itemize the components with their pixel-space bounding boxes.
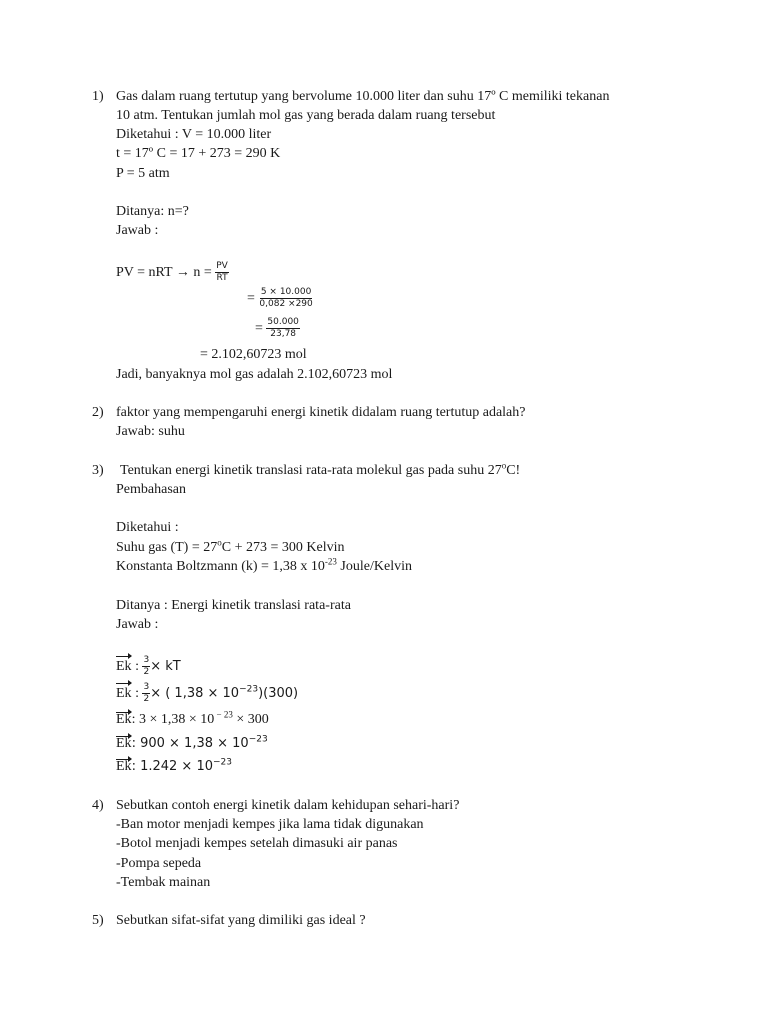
q3-step2-exponent: −23 bbox=[239, 684, 259, 695]
q1-frac3-num: 50.000 bbox=[267, 317, 299, 328]
q3-number: 3) bbox=[92, 463, 104, 478]
q3-question-text: Tentukan energi kinetik translasi rata-rata molekul gas pada suhu 27 bbox=[120, 463, 502, 478]
q2-number: 2) bbox=[92, 405, 104, 420]
q3-boltz-text: Konstanta Boltzmann (k) = 1,38 x 10 bbox=[116, 559, 325, 574]
q1-result: = 2.102,60723 mol bbox=[200, 347, 307, 362]
q3-step-2 bbox=[116, 682, 298, 706]
q1-fraction-2 bbox=[258, 287, 313, 310]
q3-step3-rest: × 300 bbox=[232, 712, 269, 727]
q1-known-t: t = 17º C = 17 + 273 = 290 K bbox=[116, 146, 281, 161]
ek-label: Ek bbox=[116, 759, 132, 774]
list-item: -Botol menjadi kempes setelah dimasuki air panas bbox=[116, 836, 398, 851]
ek-vector bbox=[116, 758, 132, 776]
q3-temperature bbox=[116, 539, 344, 557]
q1-eq3-sign: = bbox=[255, 321, 263, 336]
ek-label: Ek bbox=[116, 712, 132, 727]
q3-step-4 bbox=[116, 735, 268, 753]
q3-step1-rest: × kT bbox=[150, 659, 181, 674]
ek-vector bbox=[116, 711, 132, 729]
q3-step-3 bbox=[116, 711, 269, 729]
q1-line1: Gas dalam ruang tertutup yang bervolume 10.000 liter dan suhu 17º C memiliki tekanan bbox=[116, 89, 610, 104]
q1-answer-label: Jawab : bbox=[116, 223, 159, 238]
q1-equation-1 bbox=[116, 260, 229, 286]
ek-vector bbox=[116, 682, 132, 706]
q3-step5-text: : 1.242 × 10 bbox=[131, 759, 213, 774]
q1-frac1-num: PV bbox=[216, 261, 228, 272]
ek-colon: : bbox=[131, 686, 139, 701]
q1-eq-prefix: PV = nRT → n = bbox=[116, 265, 212, 280]
q3-step5-exponent: −23 bbox=[213, 757, 232, 768]
q3-step-1 bbox=[116, 655, 181, 679]
list-item: -Pompa sepeda bbox=[116, 856, 202, 871]
q3-step3-text: : 3 × 1,38 × 10 bbox=[131, 712, 215, 727]
q4-number: 4) bbox=[92, 798, 104, 813]
q2-answer: Jawab: suhu bbox=[116, 424, 185, 439]
q3-question-unit: C! bbox=[506, 463, 521, 478]
q3-step2-frac-num: 3 bbox=[143, 682, 150, 693]
ek-vector bbox=[116, 735, 132, 753]
q1-fraction-pv-rt bbox=[215, 261, 229, 284]
ek-label: Ek bbox=[116, 736, 132, 751]
q3-step4-exponent: −23 bbox=[248, 734, 268, 745]
q1-number: 1) bbox=[92, 89, 104, 104]
q3-step-5 bbox=[116, 758, 232, 776]
q3-temp-rest: C + 273 = 300 Kelvin bbox=[221, 540, 345, 555]
q1-frac2-num: 5 × 10.000 bbox=[260, 287, 312, 298]
q3-step4-text: : 900 × 1,38 × 10 bbox=[131, 736, 249, 751]
q3-temp-text: Suhu gas (T) = 27 bbox=[116, 540, 218, 555]
ek-label: Ek bbox=[116, 659, 132, 674]
q3-boltz-exponent: -23 bbox=[324, 556, 337, 567]
q3-answer-label: Jawab : bbox=[116, 617, 159, 632]
q3-boltzmann bbox=[116, 558, 412, 576]
q1-frac3-den: 23,78 bbox=[270, 329, 297, 340]
q5-question: Sebutkan sifat-sifat yang dimiliki gas ideal ? bbox=[116, 913, 366, 928]
q1-asked: Ditanya: n=? bbox=[116, 204, 189, 219]
ek-label: Ek bbox=[116, 686, 132, 701]
q3-boltz-unit: Joule/Kelvin bbox=[336, 559, 412, 574]
q3-temp-degree: o bbox=[217, 537, 222, 548]
q1-line2: 10 atm. Tentukan jumlah mol gas yang berada dalam ruang tersebut bbox=[116, 108, 496, 123]
q1-fraction-3 bbox=[266, 317, 300, 340]
q3-question-degree: o bbox=[501, 460, 507, 471]
q1-frac2-den: 0,082 ×290 bbox=[259, 299, 313, 310]
q2-question: faktor yang mempengaruhi energi kinetik didalam ruang tertutup adalah? bbox=[116, 405, 526, 420]
q3-step3-exponent: − 23 bbox=[214, 709, 233, 720]
q3-question bbox=[120, 462, 520, 480]
q1-equation-2 bbox=[247, 286, 314, 312]
list-item: -Tembak mainan bbox=[116, 875, 211, 890]
ek-colon: : bbox=[131, 659, 139, 674]
list-item: -Ban motor menjadi kempes jika lama tidak digunakan bbox=[116, 817, 424, 832]
q4-question: Sebutkan contoh energi kinetik dalam kehidupan sehari-hari? bbox=[116, 798, 460, 813]
q1-eq2-sign: = bbox=[247, 291, 255, 306]
q3-asked: Ditanya : Energi kinetik translasi rata-rata bbox=[116, 598, 351, 613]
q3-step1-frac-den: 2 bbox=[143, 667, 150, 678]
q3-known: Diketahui : bbox=[116, 520, 179, 535]
q1-equation-3 bbox=[255, 316, 300, 342]
q3-step1-frac-num: 3 bbox=[143, 655, 150, 666]
q3-discussion: Pembahasan bbox=[116, 482, 186, 497]
ek-vector bbox=[116, 655, 132, 679]
q3-step2-rest-a: × ( 1,38 × 10 bbox=[150, 686, 240, 701]
q3-step2-rest-b: )(300) bbox=[258, 686, 299, 701]
q5-number: 5) bbox=[92, 913, 104, 928]
q3-step2-frac-den: 2 bbox=[143, 694, 150, 705]
q1-known-v: Diketahui : V = 10.000 liter bbox=[116, 127, 272, 142]
q1-frac1-den: RT bbox=[216, 273, 228, 284]
q1-conclusion: Jadi, banyaknya mol gas adalah 2.102,60723 mol bbox=[116, 367, 393, 382]
q1-known-p: P = 5 atm bbox=[116, 166, 170, 181]
